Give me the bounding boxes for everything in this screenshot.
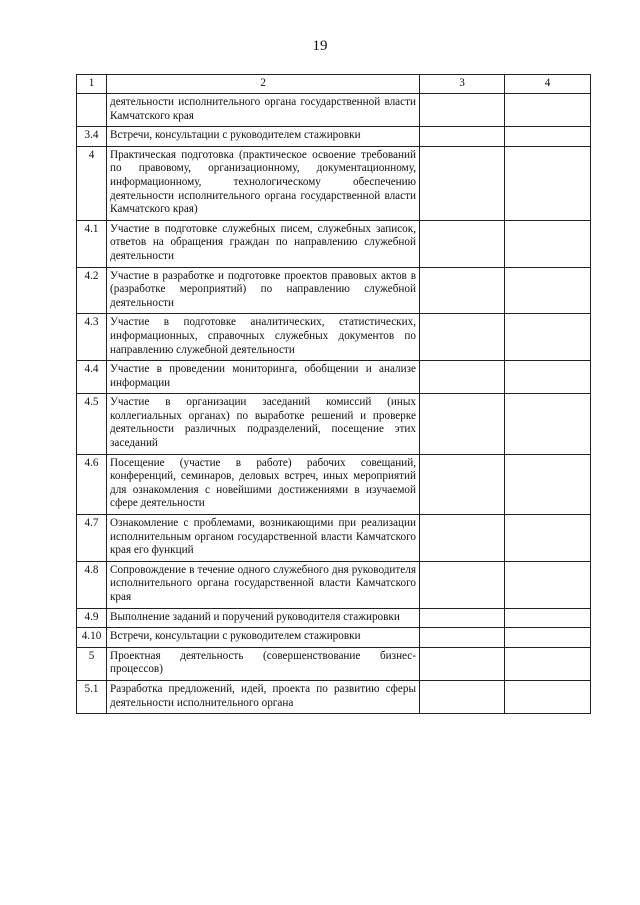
row-col3-cell — [420, 515, 505, 562]
row-col4-cell — [505, 394, 591, 454]
row-text-cell: Участие в организации заседаний комиссий (иных коллегиальных органах) по выработке решений и проверке деятельности различных подразделений, посещение этих заседаний — [107, 394, 420, 454]
table-row — [77, 647, 591, 680]
row-text-cell: Выполнение заданий и поручений руководителя стажировки — [107, 608, 420, 628]
row-col4-cell — [505, 267, 591, 314]
row-col3-cell — [420, 454, 505, 514]
row-col4-cell — [505, 608, 591, 628]
row-number-cell: 4.9 — [77, 608, 107, 628]
table-row — [77, 220, 591, 267]
row-col4-cell — [505, 361, 591, 394]
row-number-cell: 4.8 — [77, 561, 107, 608]
row-col3-cell — [420, 127, 505, 147]
table-header-row — [77, 75, 591, 94]
table-row — [77, 394, 591, 454]
row-number-cell: 4.3 — [77, 314, 107, 361]
row-col3-cell — [420, 267, 505, 314]
table-row — [77, 680, 591, 713]
row-col3-cell — [420, 94, 505, 127]
row-text-cell: Участие в подготовке аналитических, статистических, информационных, справочных служебных документов по направлению служебной деятельности — [107, 314, 420, 361]
row-col3-cell — [420, 220, 505, 267]
table-row — [77, 146, 591, 220]
row-text-cell: Сопровождение в течение одного служебного дня руководителя исполнительного органа государственной власти Камчатского края — [107, 561, 420, 608]
row-text-cell: Практическая подготовка (практическое освоение требований по правовому, организационному, документационному, информационному, технологическому обеспечению деятельности исполнительного органа государственной власти Камчатского края) — [107, 146, 420, 220]
table-row — [77, 127, 591, 147]
header-cell-2: 2 — [107, 75, 420, 94]
row-col3-cell — [420, 680, 505, 713]
plan-table — [76, 74, 591, 714]
table-row — [77, 361, 591, 394]
table-row — [77, 561, 591, 608]
row-text-cell: Встречи, консультации с руководителем стажировки — [107, 628, 420, 648]
table-row — [77, 628, 591, 648]
row-number-cell — [77, 94, 107, 127]
row-col4-cell — [505, 454, 591, 514]
row-number-cell: 4.6 — [77, 454, 107, 514]
header-cell-1: 1 — [77, 75, 107, 94]
row-number-cell: 4.1 — [77, 220, 107, 267]
row-col3-cell — [420, 146, 505, 220]
row-number-cell: 4 — [77, 146, 107, 220]
row-text-cell: Встречи, консультации с руководителем стажировки — [107, 127, 420, 147]
row-number-cell: 4.10 — [77, 628, 107, 648]
row-col3-cell — [420, 361, 505, 394]
row-col4-cell — [505, 561, 591, 608]
row-number-cell: 4.2 — [77, 267, 107, 314]
row-number-cell: 5.1 — [77, 680, 107, 713]
row-text-cell: Участие в проведении мониторинга, обобщении и анализе информации — [107, 361, 420, 394]
row-col3-cell — [420, 608, 505, 628]
table-row — [77, 314, 591, 361]
row-col3-cell — [420, 394, 505, 454]
table-row — [77, 94, 591, 127]
row-col4-cell — [505, 515, 591, 562]
row-col4-cell — [505, 220, 591, 267]
row-number-cell: 4.7 — [77, 515, 107, 562]
row-text-cell: Участие в подготовке служебных писем, служебных записок, ответов на обращения граждан по направлению служебной деятельности — [107, 220, 420, 267]
row-col4-cell — [505, 94, 591, 127]
row-text-cell: Проектная деятельность (совершенствование бизнес-процессов) — [107, 647, 420, 680]
page-number: 19 — [312, 38, 328, 54]
row-number-cell: 5 — [77, 647, 107, 680]
row-col3-cell — [420, 314, 505, 361]
row-number-cell: 4.4 — [77, 361, 107, 394]
table-row — [77, 515, 591, 562]
row-text-cell: Участие в разработке и подготовке проектов правовых актов в (разработке мероприятий) по направлению служебной деятельности — [107, 267, 420, 314]
row-text-cell: Разработка предложений, идей, проекта по развитию сферы деятельности исполнительного органа — [107, 680, 420, 713]
row-col4-cell — [505, 127, 591, 147]
row-col3-cell — [420, 628, 505, 648]
header-cell-4: 4 — [505, 75, 591, 94]
row-text-cell: деятельности исполнительного органа государственной власти Камчатского края — [107, 94, 420, 127]
row-text-cell: Ознакомление с проблемами, возникающими при реализации исполнительным органом государственной власти Камчатского края его функций — [107, 515, 420, 562]
table-row — [77, 608, 591, 628]
row-col4-cell — [505, 146, 591, 220]
row-col4-cell — [505, 314, 591, 361]
row-text-cell: Посещение (участие в работе) рабочих совещаний, конференций, семинаров, деловых встреч, иных мероприятий для ознакомления с новейшими достижениями в изучаемой сфере деятельности — [107, 454, 420, 514]
row-col4-cell — [505, 647, 591, 680]
table-row — [77, 454, 591, 514]
row-col4-cell — [505, 680, 591, 713]
row-col4-cell — [505, 628, 591, 648]
row-number-cell: 4.5 — [77, 394, 107, 454]
row-col3-cell — [420, 561, 505, 608]
row-col3-cell — [420, 647, 505, 680]
row-number-cell: 3.4 — [77, 127, 107, 147]
header-cell-3: 3 — [420, 75, 505, 94]
table-row — [77, 267, 591, 314]
